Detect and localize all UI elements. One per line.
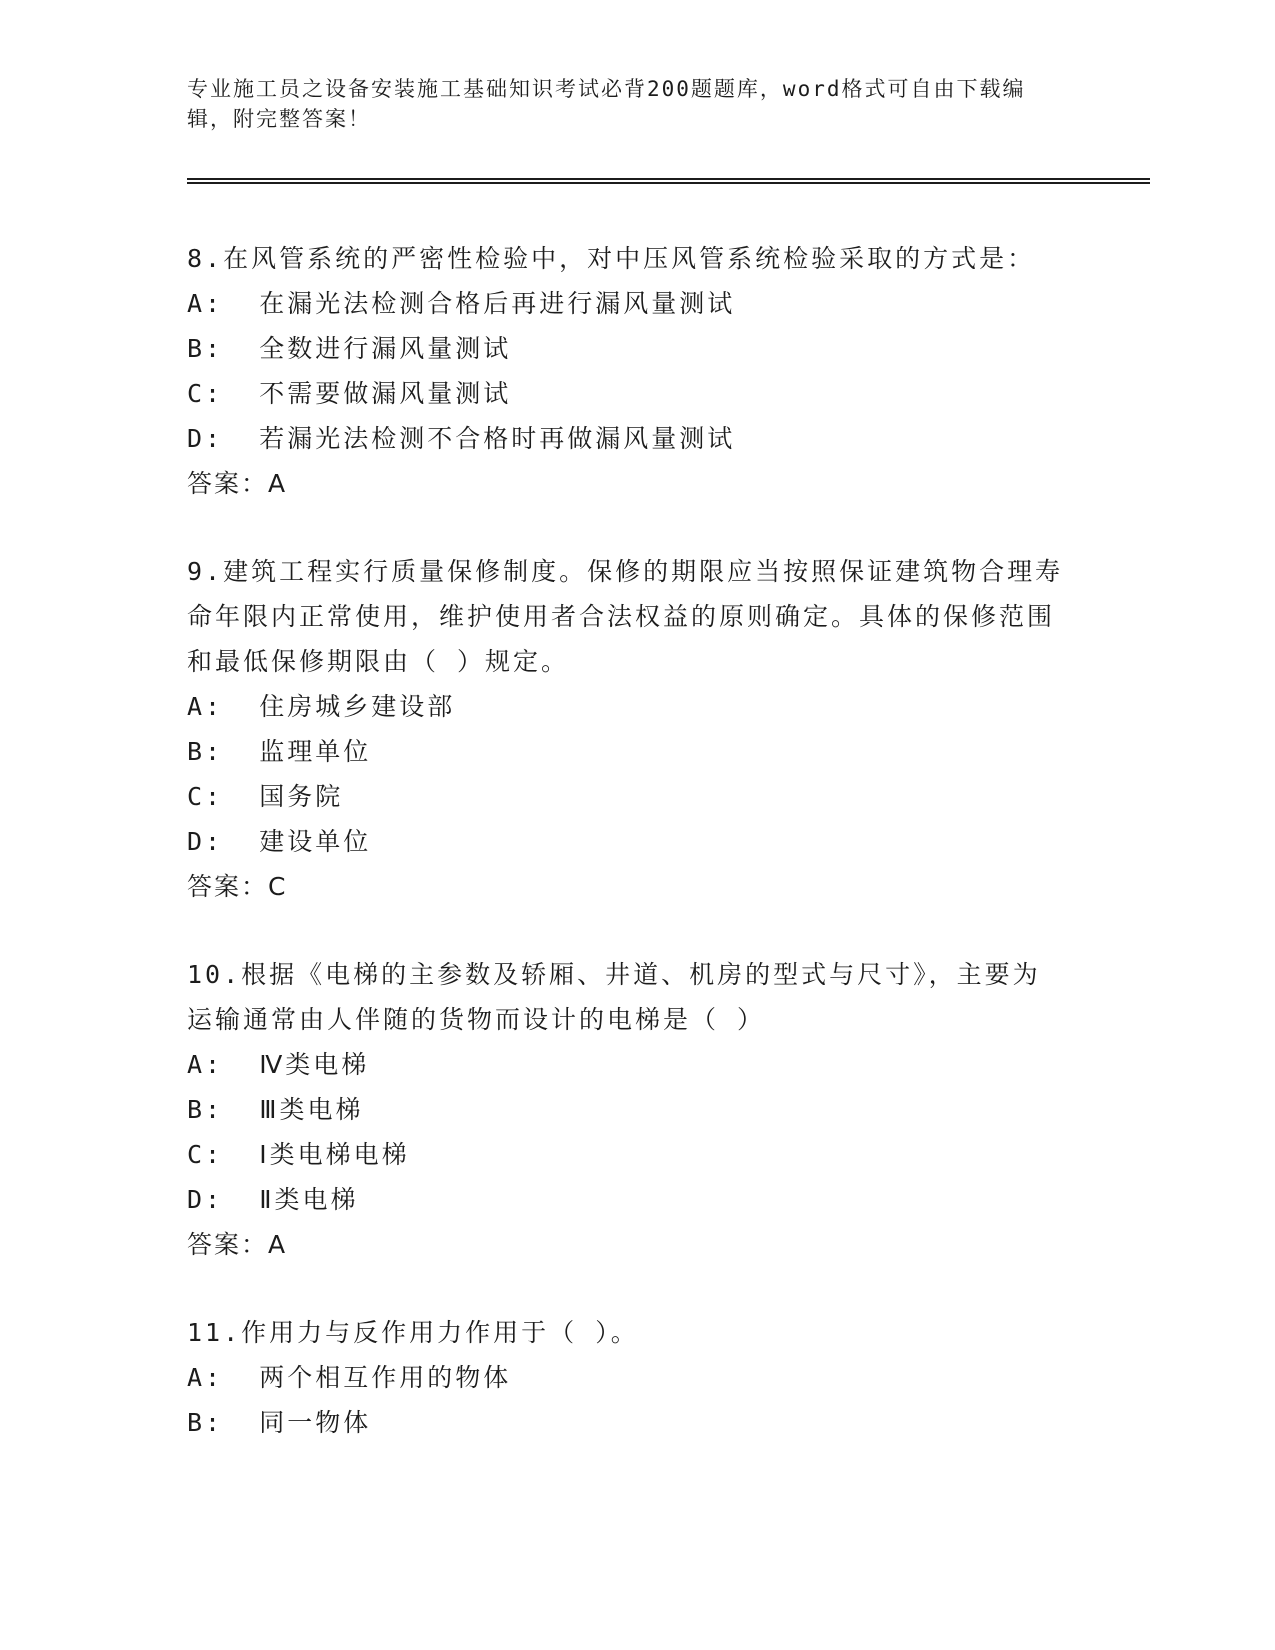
question-stem: 9.建筑工程实行质量保修制度。保修的期限应当按照保证建筑物合理寿命年限内正常使用，维护使用者合法权益的原则确定。具体的保修范围和最低保修期限由（ ）规定。 <box>187 557 1064 676</box>
question-stem: 11.作用力与反作用力作用于（ ）。 <box>187 1318 639 1347</box>
question-list <box>187 236 1067 1488</box>
option-b: B: 同一物体 <box>187 1408 372 1437</box>
option-a: A: 两个相互作用的物体 <box>187 1363 512 1392</box>
option-b: B: Ⅲ类电梯 <box>187 1095 364 1124</box>
option-c: C: Ⅰ类电梯电梯 <box>187 1140 410 1169</box>
answer-line: 答案：A <box>187 469 288 498</box>
question-10 <box>187 952 1067 1267</box>
answer-line: 答案：A <box>187 1230 288 1259</box>
option-d: D: Ⅱ类电梯 <box>187 1185 359 1214</box>
option-d: D: 若漏光法检测不合格时再做漏风量测试 <box>187 424 736 453</box>
option-a: A: 在漏光法检测合格后再进行漏风量测试 <box>187 289 736 318</box>
document-header: 专业施工员之设备安装施工基础知识考试必背200题题库，word格式可自由下载编辑，附完整答案！ <box>187 77 1026 131</box>
option-b: B: 全数进行漏风量测试 <box>187 334 512 363</box>
question-stem: 8.在风管系统的严密性检验中，对中压风管系统检验采取的方式是： <box>187 244 1036 273</box>
question-11 <box>187 1310 1067 1445</box>
question-stem: 10.根据《电梯的主参数及轿厢、井道、机房的型式与尺寸》，主要为运输通常由人伴随的货物而设计的电梯是（ ） <box>187 960 1041 1034</box>
answer-line: 答案：C <box>187 872 288 901</box>
header-double-rule <box>187 178 1150 184</box>
option-b: B: 监理单位 <box>187 737 372 766</box>
question-8 <box>187 236 1067 506</box>
option-a: A: 住房城乡建设部 <box>187 692 456 721</box>
option-a: A: Ⅳ类电梯 <box>187 1050 370 1079</box>
question-9 <box>187 549 1067 909</box>
option-d: D: 建设单位 <box>187 827 372 856</box>
option-c: C: 国务院 <box>187 782 344 811</box>
option-c: C: 不需要做漏风量测试 <box>187 379 512 408</box>
